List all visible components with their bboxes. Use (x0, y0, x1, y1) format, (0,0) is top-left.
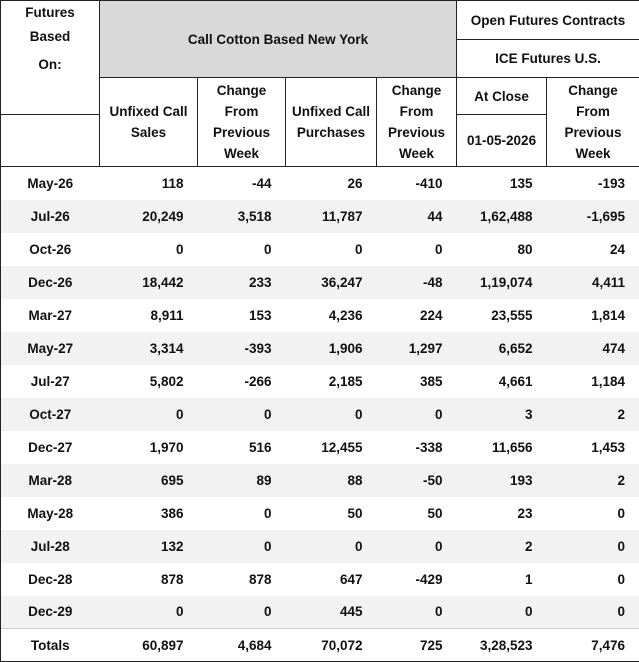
table-row (1, 464, 639, 497)
close-change-cell: -193 (547, 167, 639, 200)
month-label: Jul-28 (1, 530, 100, 563)
close-change-cell: 4,411 (547, 266, 639, 299)
unfixed-purchases-cell: 50 (347, 505, 363, 521)
at-close-cell: 1 (525, 571, 533, 587)
table-row (1, 365, 639, 398)
unfixed-sales-cell: 0 (100, 596, 198, 629)
at-close-cell: 0 (457, 596, 547, 629)
sales-change-cell: 0 (198, 530, 286, 563)
purchases-change-cell: 0 (377, 398, 457, 431)
close-change-cell: -1,695 (547, 200, 639, 233)
unfixed-purchases-cell: 445 (286, 596, 377, 629)
unfixed-sales-cell: 386 (160, 505, 184, 521)
purchases-change-cell: -410 (415, 175, 443, 191)
at-close-cell: 3 (457, 398, 547, 431)
sales-change-cell: 89 (198, 464, 286, 497)
unfixed-sales-cell: 8,911 (150, 307, 184, 323)
at-close-cell: 11,656 (492, 439, 533, 455)
unfixed-sales-cell: 118 (161, 175, 184, 191)
unfixed-sales-cell: 0 (100, 398, 198, 431)
unfixed-purchases-cell: 1,906 (286, 332, 377, 365)
at-close-cell: 4,661 (498, 373, 533, 389)
table-row (1, 497, 639, 530)
close-change-cell: 0 (547, 596, 639, 629)
unfixed-sales-cell: 5,802 (149, 373, 184, 389)
table-row (1, 332, 639, 365)
unfixed-sales-cell: 18,442 (100, 266, 198, 299)
sales-change-cell: 3,518 (198, 200, 286, 233)
table-row (1, 596, 639, 629)
at-close-cell: 80 (517, 241, 533, 257)
sales-change-cell: 0 (263, 241, 272, 257)
unfixed-purchases-cell: 36,247 (286, 266, 377, 299)
month-label: Totals (1, 629, 100, 662)
purchases-change-cell: -48 (377, 266, 457, 299)
purchases-change-cell: 44 (377, 200, 457, 233)
at-close-cell: 2 (457, 530, 547, 563)
close-change-cell: 1,184 (547, 365, 639, 398)
col-purchases-change: Change From Previous Week (377, 78, 457, 167)
close-change-cell: 0 (547, 563, 639, 596)
unfixed-purchases-cell: 88 (286, 464, 377, 497)
month-label: Jul-26 (1, 200, 100, 233)
month-label: Dec-27 (1, 431, 100, 464)
purchases-change-cell: 0 (377, 530, 457, 563)
purchases-change-cell: 1,297 (377, 332, 457, 365)
sales-change-cell: -266 (244, 373, 272, 389)
sales-change-cell: 153 (248, 307, 272, 323)
sales-change-cell: 516 (248, 439, 272, 455)
futures-based-line3: On: (38, 57, 62, 72)
unfixed-sales-cell: 1,970 (149, 439, 184, 455)
month-label: May-26 (1, 167, 100, 200)
table-title: Call Cotton Based New York (100, 1, 457, 78)
month-label: Mar-27 (1, 299, 100, 332)
purchases-change-cell: 50 (427, 505, 443, 521)
unfixed-purchases-cell: 0 (286, 530, 377, 563)
unfixed-purchases-cell: 0 (354, 241, 363, 257)
unfixed-purchases-cell: 2,185 (328, 373, 363, 389)
unfixed-purchases-cell: 647 (339, 571, 363, 587)
at-close-cell: 135 (510, 175, 533, 191)
month-label: Oct-26 (1, 233, 100, 266)
table-row (1, 398, 639, 431)
purchases-change-cell: -50 (377, 464, 457, 497)
close-change-cell: 24 (547, 233, 639, 266)
sales-change-cell: 878 (248, 571, 272, 587)
month-label: Mar-28 (1, 464, 100, 497)
table-row (1, 233, 639, 266)
table-row (1, 530, 639, 563)
month-label: Dec-29 (1, 596, 100, 629)
unfixed-sales-cell: 695 (100, 464, 198, 497)
col-close-change: Change From Previous Week (547, 78, 639, 167)
month-label: Jul-27 (1, 365, 100, 398)
close-change-cell: 0 (547, 497, 639, 530)
close-change-cell: 1,453 (547, 431, 639, 464)
unfixed-purchases-cell: 70,072 (286, 629, 377, 662)
sales-change-cell: -44 (251, 175, 272, 191)
month-label: May-28 (1, 497, 100, 530)
col-at-close: At Close (457, 78, 547, 115)
at-close-cell: 23 (517, 505, 533, 521)
sales-change-cell: 4,684 (198, 629, 286, 662)
at-close-cell: 193 (457, 464, 547, 497)
sales-change-cell: 233 (198, 266, 286, 299)
month-label: Oct-27 (1, 398, 100, 431)
table-row (1, 431, 639, 464)
unfixed-purchases-cell: 4,236 (328, 307, 363, 323)
close-change-cell: 0 (547, 530, 639, 563)
unfixed-sales-cell: 132 (100, 530, 198, 563)
close-change-cell: 474 (547, 332, 639, 365)
table-row (1, 299, 639, 332)
close-change-cell: 2 (547, 398, 639, 431)
close-change-cell: 2 (547, 464, 639, 497)
purchases-change-cell: 725 (377, 629, 457, 662)
col-unfixed-call-sales: Unfixed Call Sales (100, 78, 198, 167)
at-close-cell: 3,28,523 (457, 629, 547, 662)
futures-based-on-header (1, 1, 100, 115)
exchange-header: ICE Futures U.S. (457, 40, 639, 78)
col-unfixed-call-purchases: Unfixed Call Purchases (286, 78, 377, 167)
close-change-cell: 1,814 (547, 299, 639, 332)
unfixed-sales-cell: 0 (175, 241, 184, 257)
futures-based-line1: Futures (25, 5, 75, 20)
close-date: 01-05-2026 (457, 115, 547, 167)
at-close-cell: 1,62,488 (457, 200, 547, 233)
month-label: Dec-28 (1, 563, 100, 596)
based-on-spacer (1, 115, 100, 167)
table-row (1, 563, 639, 596)
sales-change-cell: 0 (198, 398, 286, 431)
unfixed-sales-cell: 60,897 (100, 629, 198, 662)
table-row (1, 167, 639, 200)
month-label: May-27 (1, 332, 100, 365)
sales-change-cell: 0 (198, 596, 286, 629)
unfixed-sales-cell: 3,314 (100, 332, 198, 365)
at-close-cell: 23,555 (491, 307, 533, 323)
totals-row (1, 629, 639, 662)
unfixed-purchases-cell: 11,787 (286, 200, 377, 233)
sales-change-cell: 0 (263, 505, 272, 521)
col-sales-change: Change From Previous Week (198, 78, 286, 167)
month-label: Dec-26 (1, 266, 100, 299)
at-close-cell: 1,19,074 (457, 266, 547, 299)
purchases-change-cell: 0 (377, 596, 457, 629)
unfixed-purchases-cell: 12,455 (321, 439, 363, 455)
at-close-cell: 6,652 (457, 332, 547, 365)
purchases-change-cell: -338 (415, 439, 443, 455)
purchases-change-cell: 385 (420, 373, 443, 389)
unfixed-sales-cell: 20,249 (100, 200, 198, 233)
unfixed-sales-cell: 878 (160, 571, 184, 587)
sales-change-cell: -393 (198, 332, 286, 365)
purchases-change-cell: 0 (435, 241, 443, 257)
purchases-change-cell: 224 (420, 307, 443, 323)
table-row (1, 200, 639, 233)
table-row (1, 266, 639, 299)
close-change-cell: 7,476 (547, 629, 639, 662)
table-body (1, 167, 639, 662)
futures-based-line2: Based (29, 29, 71, 44)
unfixed-purchases-cell: 0 (286, 398, 377, 431)
open-futures-header: Open Futures Contracts (457, 1, 639, 40)
unfixed-purchases-cell: 26 (347, 175, 363, 191)
purchases-change-cell: -429 (415, 571, 443, 587)
